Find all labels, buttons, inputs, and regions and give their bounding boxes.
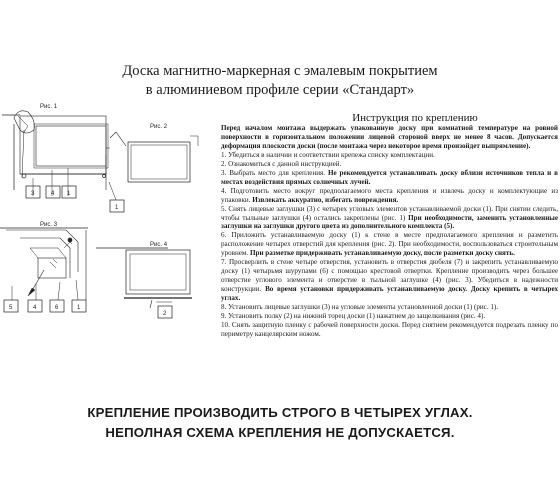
figure-2 [106, 132, 198, 212]
warning-line-2: НЕПОЛНАЯ СХЕМА КРЕПЛЕНИЯ НЕ ДОПУСКАЕТСЯ. [105, 425, 455, 440]
step-2: 2. Ознакомиться с данной инструкцией. [221, 159, 342, 168]
mounting-warning [0, 403, 560, 443]
figure-3-callout-1: 1 [77, 305, 81, 311]
figure-4 [96, 248, 192, 318]
step-8: 8. Установить лицевые заглушки (3) на угловые элементы установленной доски (1) (рис. 1). [221, 303, 499, 312]
step-3-text: 3. Выбрать место для крепления. [221, 168, 328, 177]
step-1: 1. Убедиться в наличии и соответствии крепежа списку комплектации. [221, 150, 435, 159]
warning-line-1: КРЕПЛЕНИЕ ПРОИЗВОДИТЬ СТРОГО В ЧЕТЫРЕХ УГЛАХ. [87, 405, 473, 420]
figure-3-callout-4: 4 [33, 305, 37, 311]
step-4-warning: Извлекать аккуратно, избегать повреждения. [252, 195, 399, 204]
step-9: 9. Установить полку (2) на нижний торец доски (1) нажатием до защелкивания (рис. 4). [221, 312, 486, 321]
instructions-body [221, 124, 558, 339]
figure-3 [0, 228, 88, 312]
step-5-text: 5. Снять лицевые заглушки (3) с четырех угловых элементов устанавливаемой доски (1). При снятии следить, чтобы тыльные заглушки (4) остались закреплены (рис. 1) [221, 204, 558, 222]
figure-3-label: Рис. 3 [40, 222, 58, 228]
figure-1-callout-3: 3 [31, 191, 35, 197]
step-5-warning: При необходимости, заменить установленные заглушки на заглушки другого цвета из дополнительного комплекта (5). [221, 213, 558, 231]
step-7-warning: Во время установки придерживать устанавливаемую доску. Доску крепить в четырех углах. [221, 285, 559, 303]
figure-2-callout-1: 1 [115, 205, 119, 211]
step-6-warning: При разметке придерживать устанавливаемую доску, после разметки доску снять. [249, 249, 515, 258]
step-6 [221, 231, 558, 258]
step-7 [221, 258, 558, 303]
step-3 [221, 169, 558, 187]
step-4 [221, 187, 558, 205]
step-7-text: 7. Просверлить в стене четыре отверстия, установить в отверстия дюбеля (7) и закрепить устанавливаемую доску (1) четырьмя шурупами (6) с помощью крестовой отвертки. Крепление производить через большее отверстие углового элемента и отверстие в тыльной заглушке (4) (рис. 3). Убедиться в надежности конструкции. [221, 258, 558, 294]
step-10: 10. Снять защитную пленку с рабочей поверхности доски. Перед снятием рекомендуется подрезать пленку по периметру канцелярским ножом. [221, 320, 558, 338]
title-line-1: Доска магнитно-маркерная с эмалевым покрытием [122, 63, 438, 79]
figure-4-label: Рис. 4 [150, 242, 168, 248]
title-line-2: в алюминиевом профиле серии «Стандарт» [145, 82, 415, 98]
figure-1 [2, 111, 108, 198]
step-3-warning: Не рекомендуется устанавливать доску вблизи источников тепла и в местах воздействия прямых солнечных лучей. [221, 168, 558, 186]
figure-1-callout-1: 1 [67, 191, 71, 197]
figure-1-label: Рис. 1 [40, 104, 58, 110]
step-6-text: 6. Приложить устанавливаемую доску (1) к стене в месте предполагаемого крепления и разметить расположение четырех отверстий для крепления (рис. 2). При необходимости, воспользоваться строительным уровнем. [221, 231, 558, 258]
figure-1-callout-4: 4 [51, 191, 55, 197]
step-5 [221, 205, 558, 232]
figure-3-callout-5: 5 [9, 305, 13, 311]
figure-2-label: Рис. 2 [150, 124, 168, 130]
figure-3-callout-6: 6 [55, 305, 59, 311]
instructions-intro: Перед началом монтажа выдержать упакованную доску при комнатной температуре на ровной поверхности в горизонтальном положении лицевой стороной вверх не менее 8 часов. Допускается деформация плоскости доски (после монтажа через некоторое время произойдет выпрямление). [221, 124, 558, 150]
figure-4-callout-2: 2 [163, 311, 167, 317]
instructions-heading: Инструкция по креплению [352, 112, 478, 124]
step-4-text: 4. Подготовить место вокруг предполагаемого места крепления и извлечь доску и комплектующие из упаковки. [221, 186, 558, 204]
